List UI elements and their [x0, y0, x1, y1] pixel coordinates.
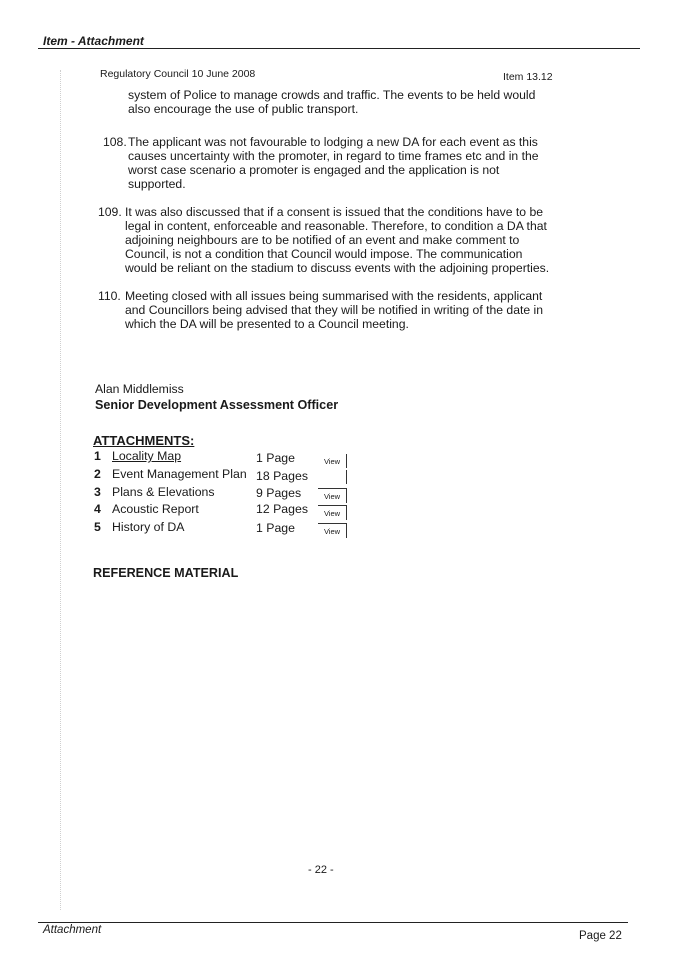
attachment-pages: 12 Pages: [256, 502, 308, 516]
meeting-reference: Regulatory Council 10 June 2008: [100, 68, 256, 80]
view-button[interactable]: View: [318, 488, 347, 503]
attachment-number: 4: [94, 502, 101, 516]
author-role: Senior Development Assessment Officer: [95, 398, 339, 412]
attachment-row: [0, 467, 676, 485]
footer-page-number: Page 22: [579, 930, 622, 942]
paragraph-109: It was also discussed that if a consent is issued that the conditions have to be legal in content, enforceable and reasonable. Therefore, to condition a DA that adjoining neighbours are to be notified of an event and make comment to Council, is not a condition that Council would impose. The communication would be reliant on the stadium to discuss events with the adjoining properties.: [125, 205, 550, 275]
paragraph-number: 109.: [98, 205, 122, 219]
attachment-number: 1: [94, 449, 101, 463]
view-button[interactable]: [318, 470, 347, 484]
attachment-name: Acoustic Report: [112, 502, 199, 516]
reference-material-heading: REFERENCE MATERIAL: [93, 566, 239, 580]
attachment-name: Plans & Elevations: [112, 485, 215, 499]
header-rule: [38, 48, 640, 49]
attachment-name[interactable]: Locality Map: [112, 449, 182, 463]
attachment-pages: 1 Page: [256, 451, 295, 465]
paragraph-continuation: system of Police to manage crowds and traffic. The events to be held would also encourage the use of public transport.: [128, 88, 536, 116]
attachment-number: 2: [94, 467, 101, 481]
attachment-number: 5: [94, 520, 101, 534]
item-number: Item 13.12: [503, 71, 553, 83]
attachment-row: [0, 520, 676, 538]
footer-label: Attachment: [43, 924, 102, 936]
attachment-row: [0, 502, 676, 520]
view-button[interactable]: View: [318, 505, 347, 520]
attachment-pages: 1 Page: [256, 521, 295, 535]
attachment-number: 3: [94, 485, 101, 499]
attachment-pages: 9 Pages: [256, 486, 302, 500]
attachment-name: History of DA: [112, 520, 185, 534]
author-name: Alan Middlemiss: [95, 382, 184, 396]
view-button[interactable]: View: [318, 523, 347, 538]
paragraph-110: Meeting closed with all issues being summarised with the residents, applicant and Councillors being advised that they will be notified in writing of the date in which the DA will be presented to a Council meeting.: [125, 289, 544, 331]
attachment-name: Event Management Plan: [112, 467, 247, 481]
page-number: - 22 -: [308, 864, 334, 876]
attachment-row: [0, 485, 676, 503]
page-header-title: Item - Attachment: [43, 34, 144, 48]
paragraph-108: The applicant was not favourable to lodging a new DA for each event as this causes uncertainty with the promoter, in regard to time frames etc and in the worst case scenario a promoter is engaged and the application is not supported.: [128, 135, 539, 191]
paragraph-number: 110.: [98, 289, 121, 303]
attachment-pages: 18 Pages: [256, 469, 308, 483]
footer-rule: [38, 922, 628, 923]
view-button[interactable]: View: [318, 454, 347, 468]
attachment-row: [0, 449, 676, 467]
paragraph-number: 108.: [103, 135, 127, 149]
attachments-heading: ATTACHMENTS:: [93, 433, 195, 448]
